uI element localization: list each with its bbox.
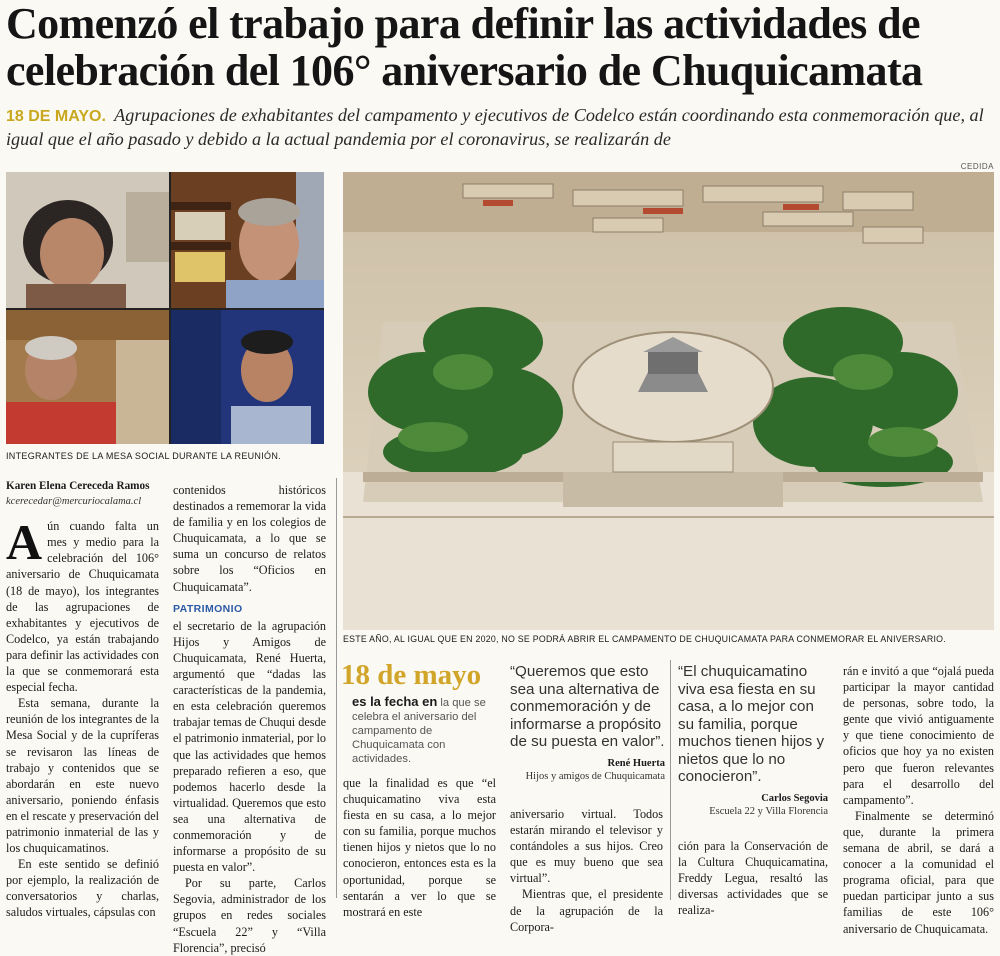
participant-tile-3 bbox=[6, 310, 169, 444]
quote-1-attribution: René Huerta Hijos y amigos de Chuquicamata bbox=[525, 758, 665, 782]
participant-tile-4 bbox=[171, 310, 324, 444]
column-rule bbox=[336, 478, 337, 898]
pull-quote-2: “El chuquicamatino viva esa fiesta en su casa, a lo mejor con su familia, porque muchos tienen hijos y nietos que lo no conocieron”. bbox=[678, 663, 825, 785]
column-rule bbox=[670, 660, 671, 900]
article-column-5 bbox=[678, 838, 828, 918]
deck-date: 18 DE MAYO. bbox=[6, 108, 106, 125]
deck bbox=[6, 104, 996, 151]
article-paragraph: Mientras que, el presidente de la agrupación de la Corpora- bbox=[510, 887, 663, 934]
pull-quote-1: “Queremos que esto sea una alternativa de conmemoración y de informarse a propósito de su puesta en valor”. bbox=[510, 663, 665, 750]
aerial-photo bbox=[343, 172, 994, 630]
subheading: PATRIMONIO bbox=[173, 602, 243, 615]
article-column-1 bbox=[6, 478, 159, 921]
participant-tile-2 bbox=[171, 172, 324, 308]
article-paragraph: que la finalidad es que “el chuquicamatino viva esta fiesta en su casa, a lo mejor con su familia, porque muchos tienen hijos y nietos que lo no conocieron, entonces esta es la oportunidad, porque se sentarán a ver lo que se mostrará en este bbox=[343, 776, 496, 919]
article-column-4 bbox=[510, 806, 663, 935]
article-paragraph: ción para la Conservación de la Cultura Chuquicamatina, Freddy Legua, resaltó las diversas actividades que se realiza- bbox=[678, 839, 828, 918]
deck-text: Agrupaciones de exhabitantes del campamento y ejecutivos de Codelco están coordinando esta conmemoración que, al igual que el año pasado y debido a la actual pandemia por el coronavirus, se realizarán de bbox=[6, 105, 984, 149]
quote-2-attribution: Carlos Segovia Escuela 22 y Villa Florencia bbox=[709, 793, 828, 817]
article-paragraph: Por su parte, Carlos Segovia, administrador de los grupos en redes sociales “Escuela 22” y “Villa Florencia”, precisó bbox=[173, 876, 326, 955]
highlight-text: es la fecha en la que se celebra el aniversario del campamento de Chuquicamata con actividades. bbox=[352, 694, 486, 765]
article-paragraph: aniversario virtual. Todos estarán mirando el televisor y contándoles a sus hijos. Creo que es muy bueno que sea virtual”. bbox=[510, 807, 663, 886]
article-paragraph: el secretario de la agrupación Hijos y Amigos de Chuquicamata, René Huerta, argumentó que “dadas las características de la pandemia, en esta celebración queremos trabajar temas de Chuqui desde el patrimonio inmaterial, por lo que las actividades que hemos preparado refieren a eso, que podemos hacerlo desde la virtualidad. Queremos que esto sea una alternativa de conmemoración y de informarse a propósito de su puesta en valor”. bbox=[173, 618, 326, 875]
article-paragraph: Aún cuando falta un mes y medio para la celebración del 106° aniversario de Chuquicamata (18 de mayo), los integrantes de las agrupaciones de exhabitantes y ejecutivos de Codelco, ya están trabajando para definir las actividades con la que se conmemorará esta especial fecha. bbox=[6, 514, 159, 695]
article-paragraph: En este sentido se definió por ejemplo, la realización de conversatorios y charlas, saludos virtuales, cápsulas con bbox=[6, 857, 159, 920]
participant-tile-1 bbox=[6, 172, 169, 308]
drop-cap: A bbox=[6, 514, 43, 571]
article-column-3 bbox=[343, 775, 496, 920]
photo-credit: CEDIDA bbox=[960, 162, 994, 171]
article-column-6 bbox=[843, 663, 994, 937]
aerial-caption: ESTE AÑO, AL IGUAL QUE EN 2020, NO SE PODRÁ ABRIR EL CAMPAMENTO DE CHUQUICAMATA PARA CONMEMORAR EL ANIVERSARIO. bbox=[343, 634, 946, 644]
article-paragraph: rán e invitó a que “ojalá pueda participar la mayor cantidad de personas, sobre todo, la gente que vivió antiguamente y que tiene conocimiento de oficios que hoy ya no existen pero que fueron relevantes para el desarrollo del campamento”. bbox=[843, 664, 994, 807]
headline: Comenzó el trabajo para definir las actividades de celebración del 106° aniversario de Chuquicamata bbox=[6, 0, 923, 95]
article-paragraph: contenidos históricos destinados a rememorar la vida de familia y en los colegios de Chuquicamata, a lo que se suma un concurso de relatos sobre los “Oficios en Chuquicamata”. bbox=[173, 483, 326, 594]
article-column-2 bbox=[173, 482, 326, 956]
highlight-date: 18 de mayo bbox=[341, 659, 482, 691]
byline-author: Karen Elena Cereceda Ramos bbox=[6, 480, 150, 492]
article-paragraph: Finalmente se determinó que, durante la primera semana de abril, se dará a conocer a la comunidad el programa oficial, para que puedan participar junto a sus familias de este 106° aniversario de Chuquicamata. bbox=[843, 808, 994, 936]
article-paragraph: Esta semana, durante la reunión de los integrantes de la Mesa Social y de la cupríferas se revisaron las líneas de trabajo y contenidos que se abordarán en este nuevo aniversario, poniendo énfasis en el rescate y preservación del patrimonio inmaterial de las y los chuquicamatinos. bbox=[6, 696, 159, 856]
meeting-caption: INTEGRANTES DE LA MESA SOCIAL DURANTE LA REUNIÓN. bbox=[6, 451, 281, 461]
meeting-photo bbox=[6, 172, 324, 444]
byline-email: kcerecedar@mercuriocalama.cl bbox=[6, 496, 142, 508]
